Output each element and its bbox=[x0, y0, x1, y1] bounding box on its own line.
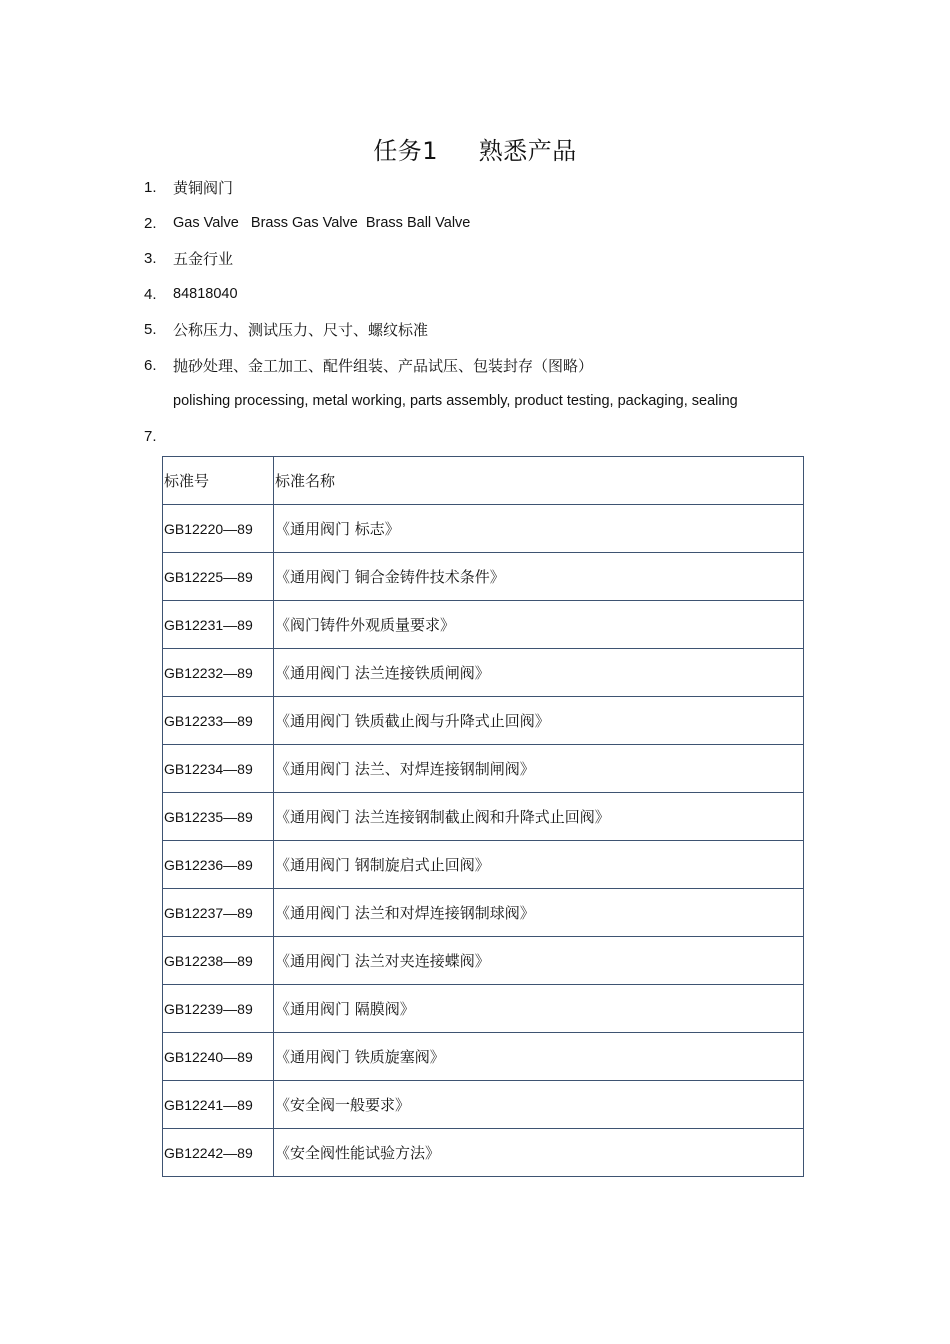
list-item bbox=[144, 170, 844, 206]
table-row bbox=[163, 601, 804, 649]
page-title: 任务1 熟悉产品 bbox=[373, 137, 577, 165]
list-item-number: 7. bbox=[144, 427, 157, 445]
standard-name-cell: 《通用阀门 铜合金铸件技术条件》 bbox=[274, 553, 804, 601]
standard-number-cell: GB12236—89 bbox=[163, 841, 274, 889]
standard-name-cell: 《通用阀门 铁质旋塞阀》 bbox=[274, 1033, 804, 1081]
standard-name-cell: 《安全阀性能试验方法》 bbox=[274, 1129, 804, 1177]
list-item-text: 公称压力、测试压力、尺寸、螺纹标准 bbox=[173, 321, 429, 340]
standard-name-cell: 《通用阀门 法兰和对焊连接钢制球阀》 bbox=[274, 889, 804, 937]
standard-name-cell: 《通用阀门 法兰连接铁质闸阀》 bbox=[274, 649, 804, 697]
table-row bbox=[163, 985, 804, 1033]
list-item-text: 黄铜阀门 bbox=[173, 179, 234, 198]
table-row bbox=[163, 697, 804, 745]
standard-number-cell: GB12240—89 bbox=[163, 1033, 274, 1081]
standard-name-cell: 《通用阀门 隔膜阀》 bbox=[274, 985, 804, 1033]
standard-name-cell: 《通用阀门 法兰对夹连接蝶阀》 bbox=[274, 937, 804, 985]
list-item bbox=[144, 241, 844, 277]
table-row bbox=[163, 745, 804, 793]
standard-number-cell: GB12237—89 bbox=[163, 889, 274, 937]
table-row bbox=[163, 937, 804, 985]
numbered-list bbox=[144, 170, 844, 454]
standard-name-cell: 《通用阀门 法兰、对焊连接钢制闸阀》 bbox=[274, 745, 804, 793]
standard-number-cell: GB12232—89 bbox=[163, 649, 274, 697]
header-standard-number: 标准号 bbox=[163, 457, 274, 505]
table-row bbox=[163, 1129, 804, 1177]
standard-number-cell: GB12234—89 bbox=[163, 745, 274, 793]
standard-number-cell: GB12220—89 bbox=[163, 505, 274, 553]
standard-number-cell: GB12239—89 bbox=[163, 985, 274, 1033]
table-row bbox=[163, 841, 804, 889]
table-row bbox=[163, 793, 804, 841]
standards-table bbox=[162, 456, 804, 1177]
list-item bbox=[144, 206, 844, 242]
standard-number-cell: GB12233—89 bbox=[163, 697, 274, 745]
table-row bbox=[163, 553, 804, 601]
table-row bbox=[163, 1081, 804, 1129]
list-item bbox=[144, 277, 844, 313]
standard-number-cell: GB12231—89 bbox=[163, 601, 274, 649]
table-row bbox=[163, 1033, 804, 1081]
list-item-text: 五金行业 bbox=[173, 250, 234, 269]
list-item-text: 抛砂处理、金工加工、配件组装、产品试压、包装封存（图略） bbox=[173, 356, 594, 375]
list-item-text: polishing processing, metal working, parts assembly, product testing, packaging, sealing bbox=[173, 392, 738, 409]
standard-name-cell: 《通用阀门 法兰连接钢制截止阀和升降式止回阀》 bbox=[274, 793, 804, 841]
standard-name-cell: 《通用阀门 铁质截止阀与升降式止回阀》 bbox=[274, 697, 804, 745]
table-row bbox=[163, 649, 804, 697]
standard-number-cell: GB12242—89 bbox=[163, 1129, 274, 1177]
list-item-number: 6. bbox=[144, 356, 157, 374]
list-item-number: 1. bbox=[144, 179, 157, 197]
list-item-number: 4. bbox=[144, 285, 157, 303]
table-header-row bbox=[163, 457, 804, 505]
list-item-number: 3. bbox=[144, 250, 157, 268]
list-item-number: 2. bbox=[144, 214, 157, 232]
list-item-number: 5. bbox=[144, 321, 157, 339]
list-item-continuation bbox=[144, 383, 844, 419]
standard-name-cell: 《安全阀一般要求》 bbox=[274, 1081, 804, 1129]
table-row bbox=[163, 505, 804, 553]
header-standard-name: 标准名称 bbox=[274, 457, 804, 505]
list-item bbox=[144, 419, 844, 455]
standard-number-cell: GB12241—89 bbox=[163, 1081, 274, 1129]
table-row bbox=[163, 889, 804, 937]
standard-number-cell: GB12235—89 bbox=[163, 793, 274, 841]
list-item-text: Gas Valve Brass Gas Valve Brass Ball Valve bbox=[173, 215, 471, 232]
standard-name-cell: 《阀门铸件外观质量要求》 bbox=[274, 601, 804, 649]
list-item bbox=[144, 348, 844, 384]
standard-number-cell: GB12238—89 bbox=[163, 937, 274, 985]
standard-number-cell: GB12225—89 bbox=[163, 553, 274, 601]
list-item bbox=[144, 312, 844, 348]
standard-name-cell: 《通用阀门 标志》 bbox=[274, 505, 804, 553]
standard-name-cell: 《通用阀门 钢制旋启式止回阀》 bbox=[274, 841, 804, 889]
list-item-text: 84818040 bbox=[173, 286, 238, 303]
